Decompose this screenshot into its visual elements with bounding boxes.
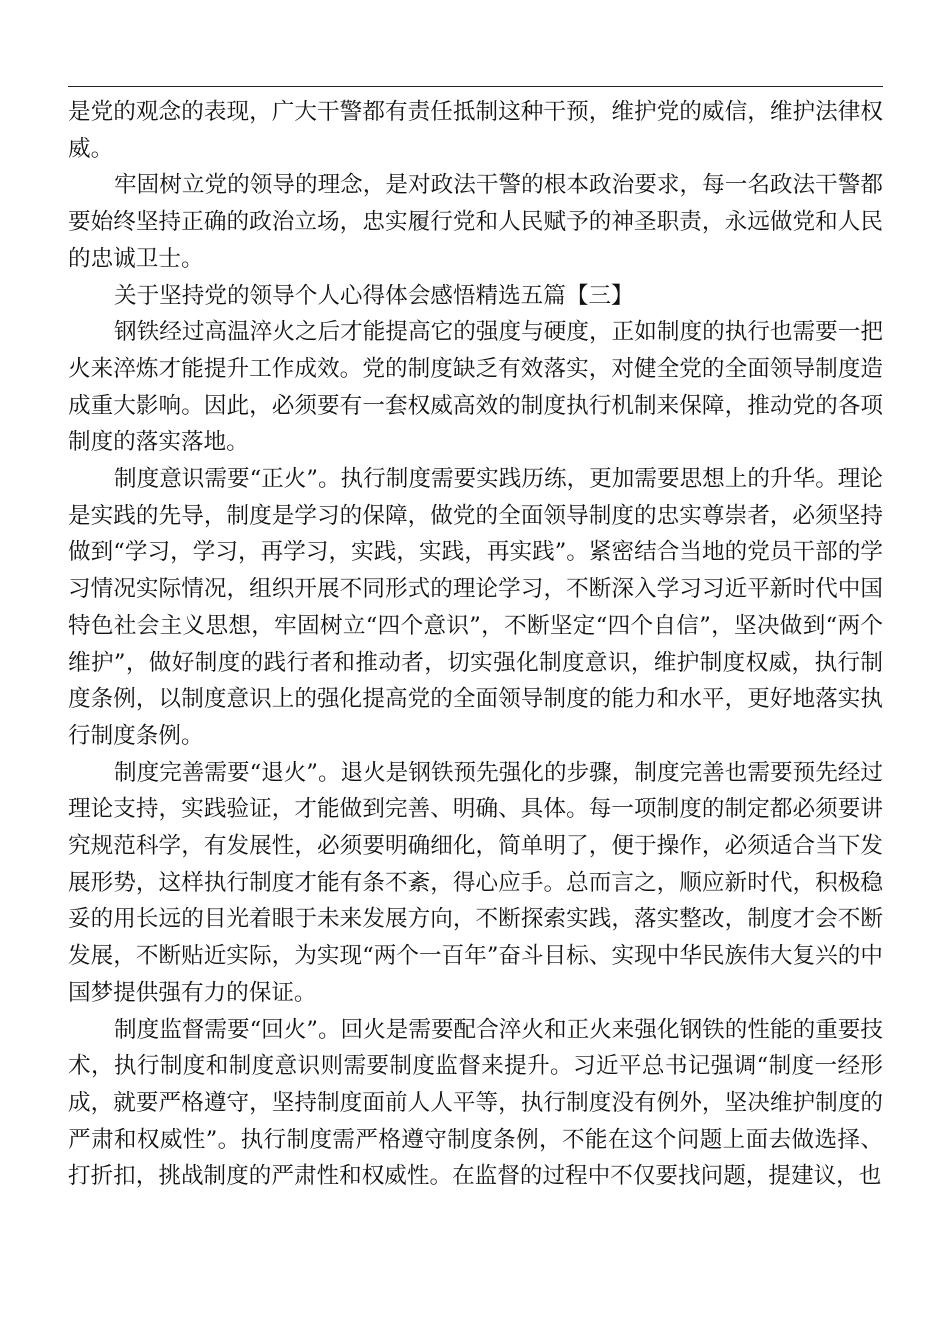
paragraph-tempering: 制度监督需要“回火”。回火是需要配合淬火和正火来强化钢铁的性能的重要技术，执行制度和制度意识则需要制度监督来提升。习近平总书记强调“制度一经形成，就要严格遵守，坚持制度面前人人平等，执行制度没有例外，坚决维护制度的严肃和权威性”。执行制度需严格遵守制度条例，不能在这个问题上面去做选择、打折扣，挑战制度的严肃性和权威性。在监督的过程中不仅要找问题，提建议，也 (68, 1016, 883, 1190)
paragraph-annealing: 制度完善需要“退火”。退火是钢铁预先强化的步骤，制度完善也需要预先经过理论支持，实践验证，才能做到完善、明确、具体。每一项制度的制定都必须要讲究规范科学，有发展性，必须要明确细化，简单明了，便于操作，必须适合当下发展形势，这样执行制度才能有条不紊，得心应手。总而言之，顺应新时代，积极稳妥的用长远的目光着眼于未来发展方向，不断探索实践，落实整改，制度才会不断发展，不断贴近实际，为实现“两个一百年”奋斗目标、实现中华民族伟大复兴的中国梦提供强有力的保证。 (68, 759, 883, 1006)
paragraph-quenching: 钢铁经过高温淬火之后才能提高它的强度与硬度，正如制度的执行也需要一把火来淬炼才能提升工作成效。党的制度缺乏有效落实，对健全党的全面领导制度造成重大影响。因此，必须要有一套权威高效的制度执行机制来保障，推动党的各项制度的落实落地。 (68, 319, 883, 456)
paragraph-continuation: 是党的观念的表现，广大干警都有责任抵制这种干预，维护党的威信，维护法律权威。 (68, 99, 883, 162)
paragraph-normalizing: 制度意识需要“正火”。执行制度需要实践历练，更加需要思想上的升华。理论是实践的先导，制度是学习的保障，做党的全面领导制度的忠实尊崇者，必须坚持做到“学习，学习，再学习，实践，实践，再实践”。紧密结合当地的党员干部的学习情况实际情况，组织开展不同形式的理论学习，不断深入学习习近平新时代中国特色社会主义思想，牢固树立“四个意识”，不断坚定“四个自信”，坚决做到“两个维护”，做好制度的践行者和推动者，切实强化制度意识，维护制度权威，执行制度条例，以制度意识上的强化提高党的全面领导制度的能力和水平，更好地落实执行制度条例。 (68, 466, 883, 749)
header-rule (68, 86, 883, 87)
document-body (68, 94, 883, 1195)
section-heading: 关于坚持党的领导个人心得体会感悟精选五篇【三】 (114, 282, 634, 309)
paragraph-leadership-concept: 牢固树立党的领导的理念，是对政法干警的根本政治要求，每一名政法干警都要始终坚持正确的政治立场，忠实履行党和人民赋予的神圣职责，永远做党和人民的忠诚卫士。 (68, 172, 883, 272)
